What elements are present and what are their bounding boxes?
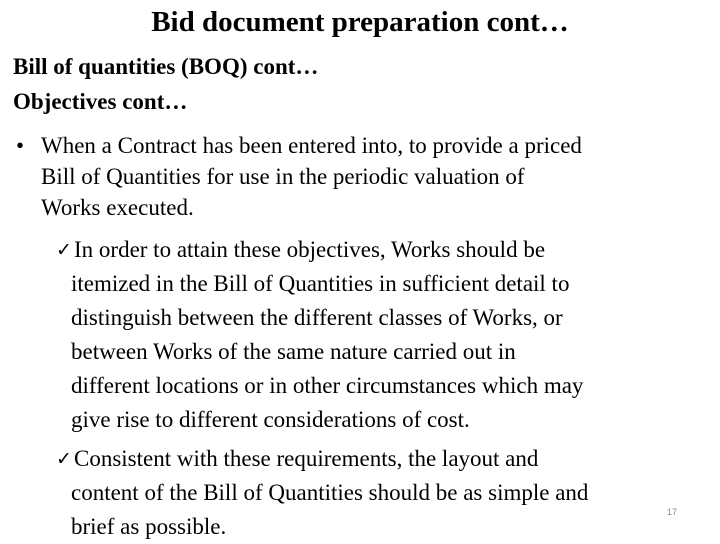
text-line: between Works of the same nature carried out in	[71, 339, 516, 364]
checkmark-first-line	[74, 442, 720, 476]
checkmark-text	[71, 267, 720, 437]
checkmark-text	[71, 476, 720, 544]
text-line: When a Contract has been entered into, to provide a priced	[41, 133, 582, 158]
text-line: brief as possible.	[71, 514, 227, 539]
text-line: In order to attain these objectives, Works should be	[74, 237, 546, 262]
checkmark-icon: ✓	[56, 239, 72, 261]
text-line: distinguish between the different classes of Works, or	[71, 305, 563, 330]
text-line: Works executed.	[41, 195, 194, 220]
text-line: content of the Bill of Quantities should be as simple and	[71, 480, 589, 505]
text-line: Bill of Quantities for use in the periodic valuation of	[41, 164, 525, 189]
checkmark-first-line	[74, 233, 720, 267]
bullet-icon: •	[16, 133, 25, 158]
slide-title: Bid document preparation cont…	[151, 6, 569, 38]
page-number: 17	[666, 507, 677, 517]
text-line: give rise to different considerations of cost.	[71, 407, 470, 432]
bullet-text	[41, 130, 720, 223]
text-line: itemized in the Bill of Quantities in sufficient detail to	[71, 271, 570, 296]
checkmark-icon: ✓	[56, 448, 72, 470]
text-line: Consistent with these requirements, the layout and	[74, 446, 539, 471]
subsection-heading: Objectives cont…	[13, 89, 188, 114]
text-line: different locations or in other circumstances which may	[71, 373, 584, 398]
section-heading: Bill of quantities (BOQ) cont…	[13, 54, 319, 79]
